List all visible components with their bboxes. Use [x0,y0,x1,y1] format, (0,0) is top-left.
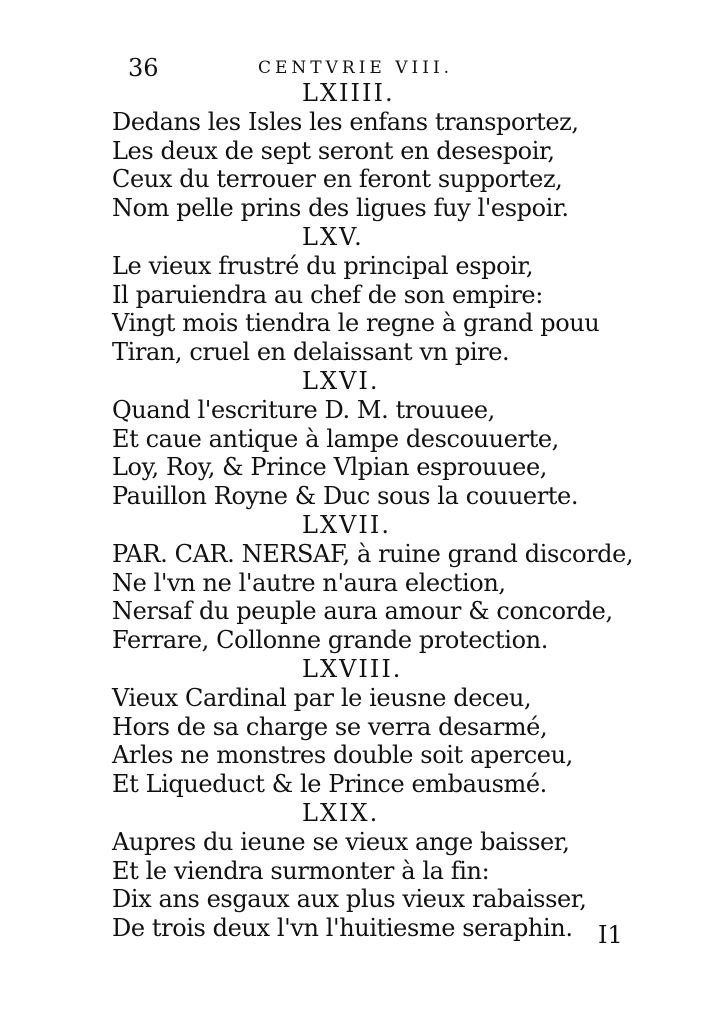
verse-line: Nersaf du peuple aura amour & concorde, [112,597,613,625]
verse-line: Dedans les Isles les enfans transportez, [112,108,579,136]
quatrain-number: LXIX. [302,799,380,827]
signature-mark: I1 [598,921,623,949]
verse-line: PAR. CAR. NERSAF, à ruine grand discorde, [112,540,634,568]
quatrain [112,366,702,510]
verse-line: Loy, Roy, & Prince Vlpian esprouuee, [112,453,547,481]
quatrain-number: LXV. [302,223,364,251]
running-head: CENTVRIE VIII. [258,58,454,78]
verse-line: Les deux de sept seront en desespoir, [112,136,555,165]
verse-line: Vingt mois tiendra le regne à grand pouu [112,309,600,337]
quatrain-number: LXIIII. [302,79,395,107]
verse-line: Dix ans esgaux aux plus vieux rabaisser, [112,885,587,913]
verse-line: Aupres du ieune se vieux ange baisser, [112,828,570,856]
verse-line: Vieux Cardinal par le ieusne deceu, [112,684,532,712]
quatrain [112,654,702,798]
verse-line: Hors de sa charge se verra desarmé, [112,712,548,741]
verse-line: De trois deux l'vn l'huitiesme seraphin. [112,913,573,942]
quatrain-number: LXVI. [302,367,380,395]
quatrain [112,78,702,222]
verse-line: Nom pelle prins des ligues fuy l'espoir. [112,193,569,222]
verse-line: Pauillon Royne & Duc sous la couuerte. [112,481,579,510]
verse-line: Et Liqueduct & le Prince embausmé. [112,769,547,798]
page-number: 36 [128,54,159,82]
quatrain-list [112,78,702,942]
verse-line: Quand l'escriture D. M. trouuee, [112,396,495,424]
verse-line: Et le viendra surmonter à la fin: [112,856,490,885]
verse-line: Tiran, cruel en delaissant vn pire. [112,337,510,366]
verse-line: Ceux du terrouer en feront supportez, [112,165,563,193]
quatrain [112,222,702,366]
verse-line: Le vieux frustré du principal espoir, [112,252,534,280]
verse-line: Il paruiendra au chef de son empire: [112,280,543,309]
verse-line: Et caue antique à lampe descouuerte, [112,424,559,453]
verse-line: Arles ne monstres double soit aperceu, [112,741,573,769]
quatrain [112,510,702,654]
quatrain-number: LXVIII. [302,655,403,683]
quatrain-number: LXVII. [302,511,391,539]
verse-line: Ne l'vn ne l'autre n'aura election, [112,568,506,597]
verse-line: Ferrare, Collonne grande protection. [112,625,548,654]
